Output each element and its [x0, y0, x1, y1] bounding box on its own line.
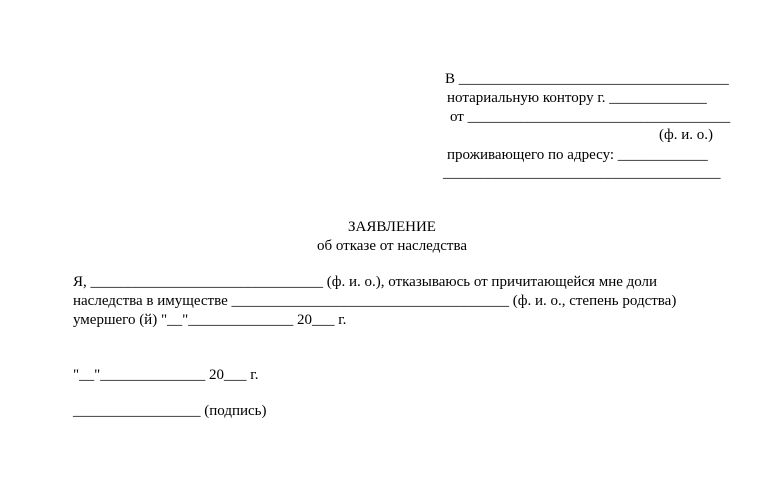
footer-date-line: "__"______________ 20___ г.: [73, 367, 259, 383]
body-line-1: Я, _______________________________ (ф. и. о.), отказываюсь от причитающейся мне доли: [73, 274, 658, 290]
footer-signature-line: _________________ (подпись): [73, 403, 267, 419]
header-from-line: от ___________________________________: [450, 109, 731, 125]
body-line-3: умершего (й) "__"______________ 20___ г.: [73, 312, 347, 328]
header-to-line: В ____________________________________: [445, 71, 729, 87]
header-address-line: проживающего по адресу: ____________: [447, 147, 708, 163]
body-line-2: наследства в имуществе _____________________________________ (ф. и. о., степень родства): [73, 293, 677, 309]
document-subtitle: об отказе от наследства: [316, 238, 468, 254]
header-blank-line: _____________________________________: [443, 165, 721, 181]
header-notary-line: нотариальную контору г. _____________: [447, 90, 707, 106]
document-title: ЗАЯВЛЕНИЕ: [348, 219, 436, 235]
header-fio-hint: (ф. и. о.): [659, 127, 713, 143]
